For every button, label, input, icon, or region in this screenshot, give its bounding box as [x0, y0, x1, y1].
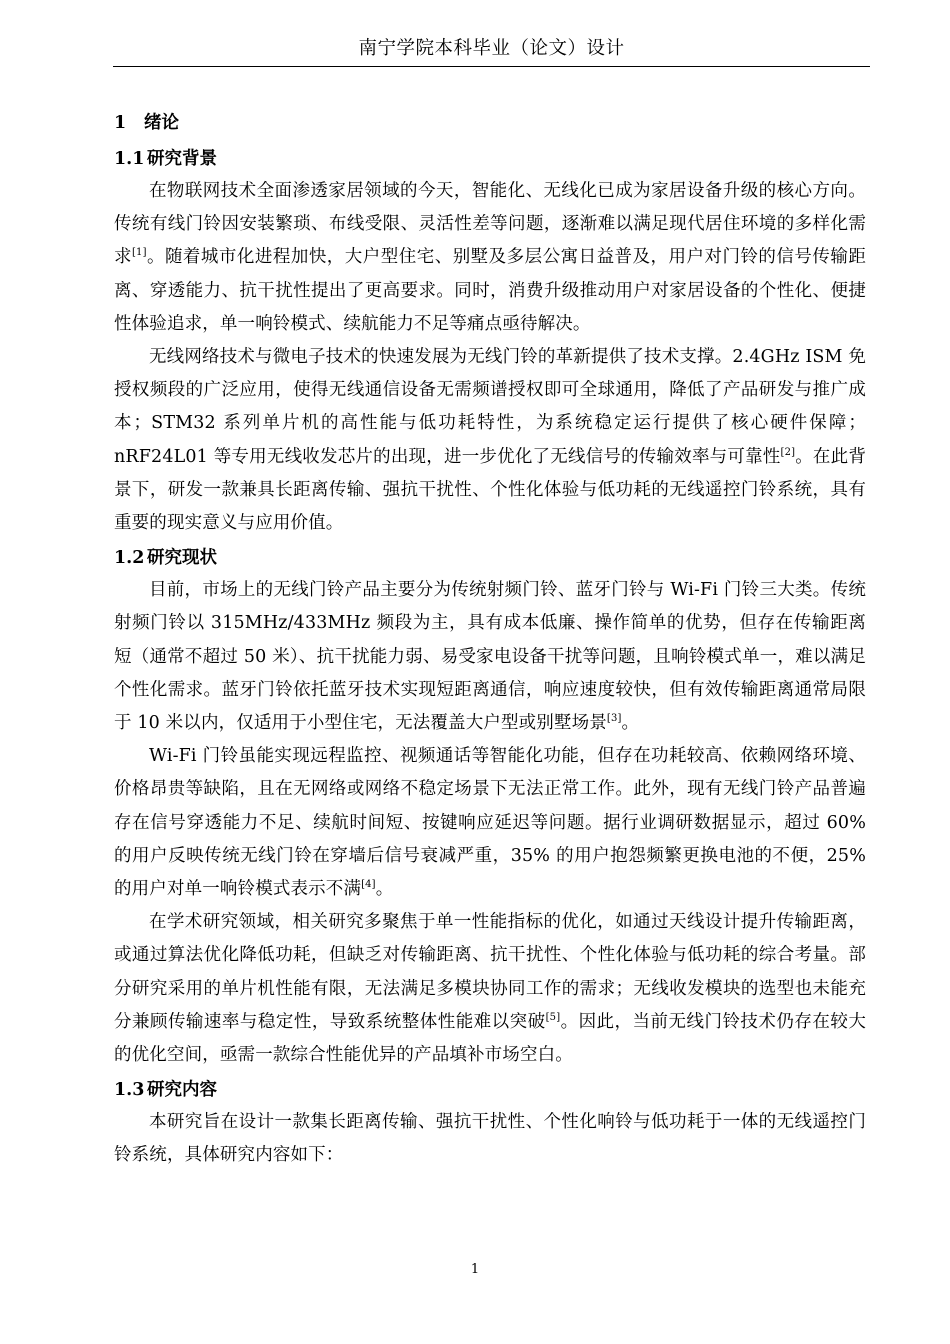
citation-ref: [1] [132, 247, 147, 259]
paragraph: 在学术研究领域，相关研究多聚焦于单一性能指标的优化，如通过天线设计提升传输距离，或通过算法优化降低功耗，但缺乏对传输距离、抗干扰性、个性化体验与低功耗的综合考量。部分研究采用的单片机性能有限，无法满足多模块协同工作的需求；无线收发模块的选型也未能充分兼顾传输速率与稳定性，导致系统整体性能难以突破[5]。因此，当前无线门铃技术仍存在较大的优化空间，亟需一款综合性能优异的产品填补市场空白。 [114, 912, 866, 1066]
paragraph: 在物联网技术全面渗透家居领域的今天，智能化、无线化已成为家居设备升级的核心方向。传统有线门铃因安装繁琐、布线受限、灵活性差等问题，逐渐难以满足现代居住环境的多样化需求[1]。随着城市化进程加快，大户型住宅、别墅及多层公寓日益普及，用户对门铃的信号传输距离、穿透能力、抗干扰性提出了更高要求。同时，消费升级推动用户对家居设备的个性化、便捷性体验追求，单一响铃模式、续航能力不足等痛点亟待解决。 [114, 181, 867, 334]
citation-ref: [3] [606, 713, 622, 725]
section-title: 研究背景 [147, 149, 217, 169]
citation-ref: [2] [780, 446, 796, 458]
running-header: 南宁学院本科毕业（论文）设计 [358, 38, 625, 59]
section-number: 1.2 [114, 548, 145, 569]
section-number: 1.3 [114, 1080, 145, 1101]
citation-ref: [5] [545, 1011, 561, 1023]
chapter-title: 绪论 [144, 113, 179, 133]
section-title: 研究现状 [147, 548, 217, 569]
chapter-number: 1 [114, 113, 127, 133]
page-number: 1 [470, 1262, 480, 1277]
section-title: 研究内容 [147, 1080, 217, 1101]
paragraph: 本研究旨在设计一款集长距离传输、强抗干扰性、个性化响铃与低功耗于一体的无线遥控门铃系统，具体研究内容如下： [114, 1112, 866, 1166]
section-number: 1.1 [114, 149, 145, 169]
header-rule [113, 66, 870, 67]
paragraph: 无线网络技术与微电子技术的快速发展为无线门铃的革新提供了技术支撑。2.4GHz ISM 免授权频段的广泛应用，使得无线通信设备无需频谱授权即可全球通用，降低了产品研发与推广成本；STM32 系列单片机的高性能与低功耗特性，为系统稳定运行提供了核心硬件保障；nRF24L01 等专用无线收发芯片的出现，进一步优化了无线信号的传输效率与可靠性[2]。在此背景下，研发一款兼具长距离传输、强抗干扰性、个性化体验与低功耗的无线遥控门铃系统，具有重要的现实意义与应用价值。 [114, 347, 866, 534]
main-content [114, 107, 866, 1173]
section-heading-status [114, 542, 866, 574]
paragraph: Wi-Fi 门铃虽能实现远程监控、视频通话等智能化功能，但存在功耗较高、依赖网络环境、价格昂贵等缺陷，且在无网络或网络不稳定场景下无法正常工作。此外，现有无线门铃产品普遍存在信号穿透能力不足、续航时间短、按键响应延迟等问题。据行业调研数据显示，超过 60% 的用户反映传统无线门铃在穿墙后信号衰减严重，35% 的用户抱怨频繁更换电池的不便，25% 的用户对单一响铃模式表示不满[4]。 [114, 746, 866, 900]
section-heading-background [114, 143, 866, 175]
citation-ref: [4] [361, 879, 376, 891]
section-heading-content [114, 1074, 866, 1106]
paragraph: 目前，市场上的无线门铃产品主要分为传统射频门铃、蓝牙门铃与 Wi-Fi 门铃三大类。传统射频门铃以 315MHz/433MHz 频段为主，具有成本低廉、操作简单的优势，但存在传输距离短（通常不超过 50 米）、抗干扰能力弱、易受家电设备干扰等问题，且响铃模式单一，难以满足个性化需求。蓝牙门铃依托蓝牙技术实现短距离通信，响应速度较快，但有效传输距离通常局限于 10 米以内，仅适用于小型住宅，无法覆盖大户型或别墅场景[3]。 [114, 580, 866, 734]
chapter-heading [114, 107, 866, 139]
